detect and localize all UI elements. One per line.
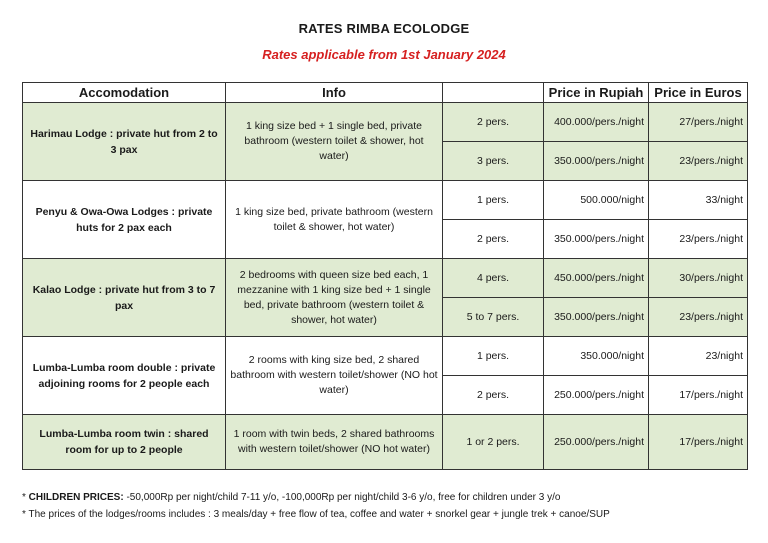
accommodation-info: 1 king size bed, private bathroom (western toilet & shower, hot water) (226, 181, 443, 259)
persons-cell: 1 pers. (443, 181, 544, 220)
table-row (23, 259, 748, 298)
price-euros-cell: 23/pers./night (649, 298, 748, 337)
price-rupiah-cell: 450.000/pers./night (544, 259, 649, 298)
table-row (23, 103, 748, 142)
header-price-euros: Price in Euros (649, 83, 748, 103)
children-prices-text: -50,000Rp per night/child 7-11 y/o, -100,000Rp per night/child 3-6 y/o, free for children under 3 y/o (123, 492, 561, 503)
price-euros-cell: 33/night (649, 181, 748, 220)
price-rupiah-cell: 400.000/pers./night (544, 103, 649, 142)
accommodation-name: Kalao Lodge : private hut from 3 to 7 pax (23, 259, 226, 337)
price-rupiah-cell: 350.000/night (544, 337, 649, 376)
persons-cell: 1 pers. (443, 337, 544, 376)
accommodation-info: 2 rooms with king size bed, 2 shared bathroom with western toilet/shower (NO hot water) (226, 337, 443, 415)
persons-cell: 1 or 2 pers. (443, 415, 544, 470)
accommodation-name: Penyu & Owa-Owa Lodges : private huts for 2 pax each (23, 181, 226, 259)
price-rupiah-cell: 350.000/pers./night (544, 220, 649, 259)
persons-cell: 3 pers. (443, 142, 544, 181)
bullet-asterisk: * (22, 492, 29, 503)
includes-note (22, 506, 610, 523)
accommodation-info: 2 bedrooms with queen size bed each, 1 mezzanine with 1 king size bed + 1 single bed, private bathroom (western toilet & shower, hot water) (226, 259, 443, 337)
page-subtitle: Rates applicable from 1st January 2024 (262, 47, 506, 62)
persons-cell: 2 pers. (443, 103, 544, 142)
table-row (23, 415, 748, 470)
price-euros-cell: 27/pers./night (649, 103, 748, 142)
price-euros-cell: 30/pers./night (649, 259, 748, 298)
price-euros-cell: 23/pers./night (649, 220, 748, 259)
header-accommodation: Accomodation (23, 83, 226, 103)
rates-table (22, 82, 748, 470)
price-rupiah-cell: 250.000/pers./night (544, 376, 649, 415)
price-euros-cell: 23/night (649, 337, 748, 376)
price-euros-cell: 23/pers./night (649, 142, 748, 181)
price-rupiah-cell: 250.000/pers./night (544, 415, 649, 470)
page-title: RATES RIMBA ECOLODGE (298, 21, 470, 36)
header-persons (443, 83, 544, 103)
bullet-asterisk: * (22, 509, 29, 520)
table-row (23, 181, 748, 220)
price-rupiah-cell: 350.000/pers./night (544, 142, 649, 181)
accommodation-info: 1 king size bed + 1 single bed, private bathroom (western toilet & shower, hot water) (226, 103, 443, 181)
children-prices-label: CHILDREN PRICES: (28, 492, 124, 503)
persons-cell: 4 pers. (443, 259, 544, 298)
header-price-rupiah: Price in Rupiah (544, 83, 649, 103)
accommodation-name: Harimau Lodge : private hut from 2 to 3 pax (23, 103, 226, 181)
accommodation-name: Lumba-Lumba room twin : shared room for up to 2 people (23, 415, 226, 470)
footnotes (22, 489, 610, 523)
table-header-row (23, 83, 748, 103)
header-info: Info (226, 83, 443, 103)
persons-cell: 2 pers. (443, 376, 544, 415)
table-row (23, 337, 748, 376)
accommodation-name: Lumba-Lumba room double : private adjoining rooms for 2 people each (23, 337, 226, 415)
persons-cell: 2 pers. (443, 220, 544, 259)
price-rupiah-cell: 500.000/night (544, 181, 649, 220)
price-euros-cell: 17/pers./night (649, 376, 748, 415)
accommodation-info: 1 room with twin beds, 2 shared bathrooms with western toilet/shower (NO hot water) (226, 415, 443, 470)
price-rupiah-cell: 350.000/pers./night (544, 298, 649, 337)
children-prices-note (22, 489, 610, 506)
price-euros-cell: 17/pers./night (649, 415, 748, 470)
persons-cell: 5 to 7 pers. (443, 298, 544, 337)
includes-text: The prices of the lodges/rooms includes : 3 meals/day + free flow of tea, coffee and water + snorkel gear + jungle trek + canoe/SUP (28, 509, 610, 520)
